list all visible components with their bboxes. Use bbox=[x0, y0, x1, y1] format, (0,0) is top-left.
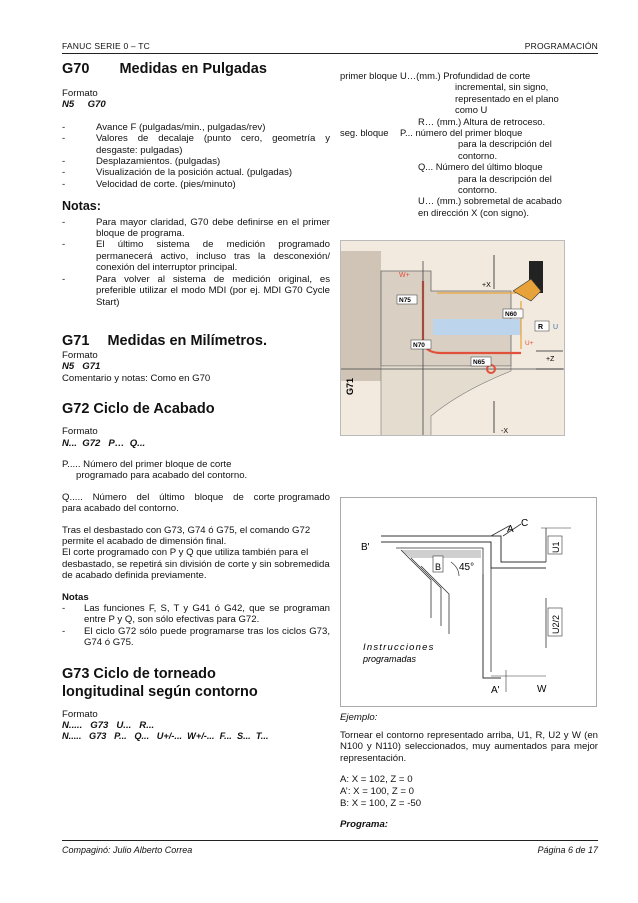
list-item: - Para mayor claridad, G70 debe definirse en el primer bloque de programa. bbox=[62, 217, 330, 240]
x-axis-label: +X bbox=[482, 282, 491, 289]
list-item: - Velocidad de corte. (pies/minuto) bbox=[62, 179, 330, 190]
n60-label: N60 bbox=[505, 311, 517, 318]
g72-p-desc-1: P..... Número del primer bloque de corte bbox=[62, 458, 232, 470]
w-label: W bbox=[537, 684, 547, 695]
example-title: Ejemplo: bbox=[340, 712, 378, 723]
g71-comment: Comentario y notas: Como en G70 bbox=[62, 372, 211, 384]
list-item: - Avance F (pulgadas/min., pulgadas/rev) bbox=[62, 122, 330, 133]
g72-notas-title: Notas bbox=[62, 591, 89, 603]
u1-label: U1 bbox=[551, 541, 561, 553]
parameter-row-text: U… (mm.) sobremetal de acabado bbox=[418, 195, 562, 207]
n65-label: N65 bbox=[473, 359, 485, 366]
g72-notas bbox=[62, 603, 330, 649]
parameter-row-text: U…(mm.) Profundidad de corte bbox=[400, 70, 531, 81]
g70-formato: Formato bbox=[62, 88, 98, 99]
parameter-row bbox=[340, 104, 600, 115]
right-column bbox=[340, 70, 600, 218]
instructions-label: Instrucciones bbox=[363, 642, 435, 653]
list-item: - Visualización de la posición actual. (pulgadas) bbox=[62, 167, 330, 178]
u-plus-label: U+ bbox=[525, 340, 534, 347]
g73-line2: N..... G73 P... Q... U+/-... W+/-... F... S... T... bbox=[62, 731, 269, 742]
g72-title: G72 Ciclo de Acabado bbox=[62, 401, 215, 418]
list-item: - Las funciones F, S, T y G41 ó G42, que se programan entre P y Q, son sólo efectivas para G72. bbox=[62, 603, 330, 626]
list-item: - Valores de decalaje (punto cero, geometría y desgaste: pulgadas) bbox=[62, 133, 330, 156]
z-axis-label: +Z bbox=[546, 356, 555, 363]
parameter-row-text: incremental, sin signo, bbox=[455, 81, 549, 93]
coord-a-prime: A’: X = 100, Z = 0 bbox=[340, 785, 414, 797]
g73-formato: Formato bbox=[62, 708, 98, 720]
parameter-row-label: seg. bloque bbox=[340, 126, 389, 138]
w-plus-label: W+ bbox=[399, 272, 410, 279]
left-column bbox=[62, 58, 333, 743]
footer-left: Compaginó: Julio Alberto Correa bbox=[62, 845, 193, 855]
contour-diagram bbox=[341, 498, 598, 708]
parameter-row bbox=[340, 127, 600, 138]
g70-title: G70 Medidas en Pulgadas bbox=[62, 61, 267, 77]
parameter-row bbox=[340, 150, 600, 161]
parameter-row bbox=[340, 184, 600, 195]
page-footer bbox=[62, 840, 598, 855]
g72-formato: Formato bbox=[62, 426, 98, 438]
parameter-row-text: como U bbox=[455, 104, 488, 116]
angle-label: 45° bbox=[459, 562, 475, 573]
coord-b: B: X = 100, Z = -50 bbox=[340, 797, 422, 809]
parameter-row bbox=[340, 93, 600, 104]
parameter-row-text: contorno. bbox=[458, 183, 498, 195]
g71-formato: Formato bbox=[62, 349, 98, 361]
list-item: - El último sistema de medición programado permanecerá activo, incluso tras la desconexión/ conexión del interruptor principal. bbox=[62, 239, 330, 273]
g70-bullets bbox=[62, 122, 330, 190]
g73-title-1: G73 Ciclo de torneado bbox=[62, 665, 216, 682]
parameter-row bbox=[340, 116, 600, 127]
g72-q-desc: Q..... Número del último bloque de corte programado para acabado del contorno. bbox=[62, 491, 333, 515]
parameter-list bbox=[340, 70, 600, 218]
parameter-row bbox=[340, 195, 600, 206]
g72-para1: Tras el desbastado con G73, G74 ó G75, el comando G72 permite el acabado de dimensión final. bbox=[62, 524, 311, 547]
parameter-row bbox=[340, 173, 600, 184]
parameter-row-text: R… (mm.) Altura de retroceso. bbox=[418, 115, 546, 127]
u2-label: U2/2 bbox=[551, 614, 561, 634]
page-header bbox=[62, 40, 598, 54]
parameter-row-text: P... número del primer bloque bbox=[400, 126, 523, 138]
list-item: - Desplazamientos. (pulgadas) bbox=[62, 156, 330, 167]
parameter-row-text: Q... Número del último bloque bbox=[418, 161, 543, 173]
g71-title: G71 Medidas en Milímetros. bbox=[62, 332, 267, 349]
g73-line1: N..... G73 U... R... bbox=[62, 720, 155, 732]
parameter-row-text: para la descripción del bbox=[458, 138, 552, 150]
header-right: PROGRAMACIÓN bbox=[524, 41, 598, 51]
parameter-row-label: primer bloque bbox=[340, 70, 398, 81]
g72-code: N... G72 P… Q... bbox=[62, 437, 146, 449]
parameter-row bbox=[340, 70, 600, 81]
parameter-row-text: en dirección X (con signo). bbox=[418, 206, 529, 218]
c-label: C bbox=[521, 518, 529, 529]
coord-a: A: X = 102, Z = 0 bbox=[340, 774, 413, 786]
example-section bbox=[340, 712, 598, 831]
parameter-row-text: contorno. bbox=[458, 149, 498, 161]
parameter-row-text: para la descripción del bbox=[458, 172, 552, 184]
example-text: Tornear el contorno representado arriba, U1, R, U2 y W (en N100 y N110) seleccionados, muy aumentados para mejor representación. bbox=[340, 729, 598, 764]
list-item: - El ciclo G72 sólo puede programarse tras los ciclos G73, G74 ó G75. bbox=[62, 626, 330, 649]
program-title: Programa: bbox=[340, 819, 388, 831]
b-label: B bbox=[435, 562, 442, 572]
a-label: A bbox=[507, 524, 514, 535]
r-label: R bbox=[538, 324, 544, 331]
n70-label: N70 bbox=[413, 342, 425, 349]
g71-figure bbox=[340, 240, 565, 436]
lathe-diagram bbox=[341, 241, 565, 436]
parameter-row bbox=[340, 207, 600, 218]
parameter-row bbox=[340, 161, 600, 172]
neg-x-axis-label: -X bbox=[501, 428, 508, 435]
header-left: FANUC SERIE 0 – TC bbox=[62, 41, 150, 51]
footer-right: Página 6 de 17 bbox=[537, 845, 598, 855]
a-prime-label: A' bbox=[491, 685, 500, 696]
n75-label: N75 bbox=[399, 297, 411, 304]
parameter-row-text: representado en el plano bbox=[455, 92, 559, 104]
u-label: U bbox=[553, 324, 559, 331]
contour-figure bbox=[340, 497, 597, 707]
g72-para2: El corte programado con P y Q que utiliza también para el desbastado, se repetirá sin división de corte y sin sobremedida de acabado definida previamente. bbox=[62, 547, 330, 582]
g70-notas-title: Notas: bbox=[62, 199, 101, 214]
g70-code: N5 G70 bbox=[62, 99, 106, 111]
g71-code: N5 G71 bbox=[62, 361, 101, 373]
g71-side-label: G71 bbox=[345, 377, 355, 395]
programmed-label: programadas bbox=[363, 654, 417, 664]
g73-title-2: longitudinal según contorno bbox=[62, 683, 258, 700]
g70-notas bbox=[62, 217, 330, 308]
parameter-row bbox=[340, 138, 600, 149]
list-item: - Para volver al sistema de medición original, es preferible utilizar el modo MDI (por ej. MDI G70 Cycle Start) bbox=[62, 274, 330, 308]
g72-p-desc-2: programado para acabado del contorno. bbox=[76, 470, 248, 482]
parameter-row bbox=[340, 81, 600, 92]
b-prime-label: B' bbox=[361, 542, 370, 553]
